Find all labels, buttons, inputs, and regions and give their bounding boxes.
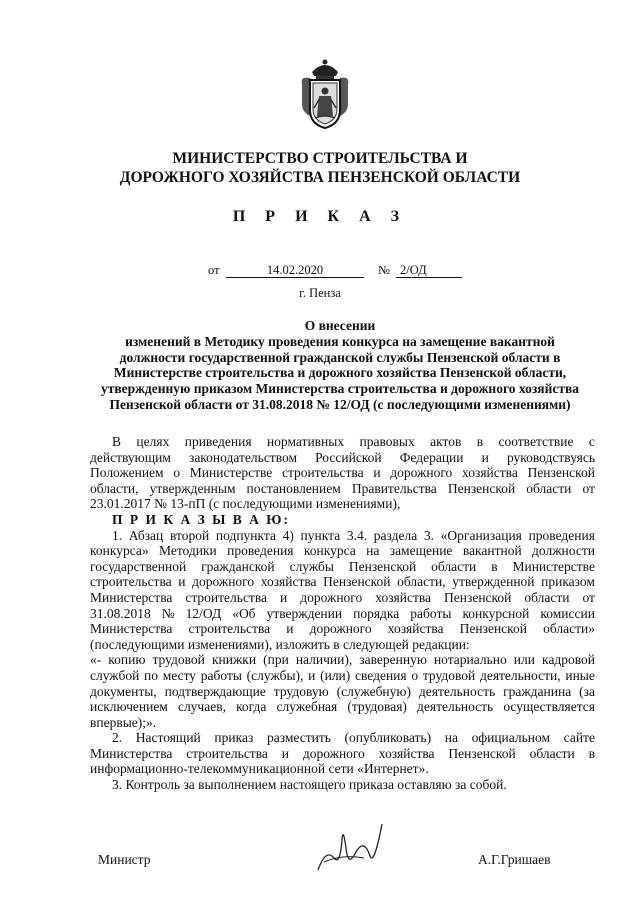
city: г. Пенза xyxy=(299,286,341,300)
body-line: службой по месту работы (службы), и (или) сведения о трудовой деятельности, иные xyxy=(90,667,595,683)
signer-name: А.Г.Гришаев xyxy=(478,852,551,867)
ministry-name-line2: ДОРОЖНОГО ХОЗЯЙСТВА ПЕНЗЕНСКОЙ ОБЛАСТИ xyxy=(119,169,521,186)
date-label: от xyxy=(208,263,220,277)
body-line: Министерства строительства и дорожного хозяйства Пензенской области от xyxy=(90,589,595,605)
body-line: Министерства строительства и дорожного хозяйства Пензенской области в xyxy=(90,745,595,761)
body-line: государственной гражданской службы Пензенской области в Министерстве xyxy=(90,558,595,574)
body-line: 3. Контроль за выполнением настоящего приказа оставляю за собой. xyxy=(112,777,507,793)
body-line: Министерства строительства и дорожного хозяйства Пензенской области» xyxy=(90,621,595,637)
body-line: Положением о Министерстве строительства и дорожного хозяйства Пензенской xyxy=(90,465,595,481)
body-line: (последующими изменениями), изложить в следующей редакции: xyxy=(90,636,470,652)
order-subject xyxy=(90,318,590,413)
body-line: информационно-телекоммуникационной сети «Интернет». xyxy=(90,761,429,777)
body-line: действующим законодательством Российской Федерации и руководствуясь xyxy=(90,449,595,465)
body-line: 1. Абзац второй подпункта 4) пункта 3.4. раздела 3. «Организация проведения xyxy=(112,527,595,543)
subject-line: утвержденную приказом Министерства строительства и дорожного хозяйства xyxy=(100,381,580,397)
body-line: «- копию трудовой книжки (при наличии), заверенную нотариально или кадровой xyxy=(90,652,595,668)
subject-line: О внесении xyxy=(304,318,376,333)
coat-of-arms-icon xyxy=(298,58,352,130)
subject-line: Министерстве строительства и дорожного хозяйства Пензенской области, xyxy=(113,365,567,381)
body-line: В целях приведения нормативных правовых актов в соответствие с xyxy=(112,434,595,449)
body-line: впервые);». xyxy=(90,714,157,730)
body-line: конкурса» Методики проведения конкурса на замещение вакантной должности xyxy=(90,543,595,559)
body-line: 2. Настоящий приказ разместить (опубликовать) на официальном сайте xyxy=(112,730,595,746)
body-line: области, утвержденным постановлением Правительства Пензенской области от xyxy=(90,480,595,496)
subject-line: изменений в Методику проведения конкурса на замещение вакантной xyxy=(125,333,555,349)
body-line: 23.01.2017 № 13-пП (с последующими изменениями), xyxy=(90,496,401,512)
order-number: 2/ОД xyxy=(396,263,462,278)
order-body xyxy=(90,434,595,793)
order-directive-heading: П Р И К А З Ы В А Ю: xyxy=(112,511,290,527)
subject-line: Пензенской области от 31.08.2018 № 12/ОД (с последующими изменениями) xyxy=(109,396,571,412)
signer-title: Министр xyxy=(98,852,151,867)
body-line: строительства и дорожного хозяйства Пензенской области, утвержденной приказом xyxy=(90,574,595,590)
order-date: 14.02.2020 xyxy=(226,263,364,278)
body-line: исключением случаев, когда служебная (трудовая) деятельность осуществляется xyxy=(90,699,595,715)
body-line: 31.08.2018 № 12/ОД «Об утверждении порядка работы конкурсной комиссии xyxy=(90,605,595,621)
handwritten-signature-icon xyxy=(312,818,390,880)
body-line: документы, подтверждающие трудовую (служебную) деятельность гражданина (за xyxy=(90,683,595,699)
subject-line: должности государственной гражданской службы Пензенской области в xyxy=(119,349,561,365)
number-label: № xyxy=(378,263,390,277)
document-type-title: П Р И К А З xyxy=(232,208,408,225)
ministry-name-line1: МИНИСТЕРСТВО СТРОИТЕЛЬСТВА И xyxy=(172,150,468,167)
